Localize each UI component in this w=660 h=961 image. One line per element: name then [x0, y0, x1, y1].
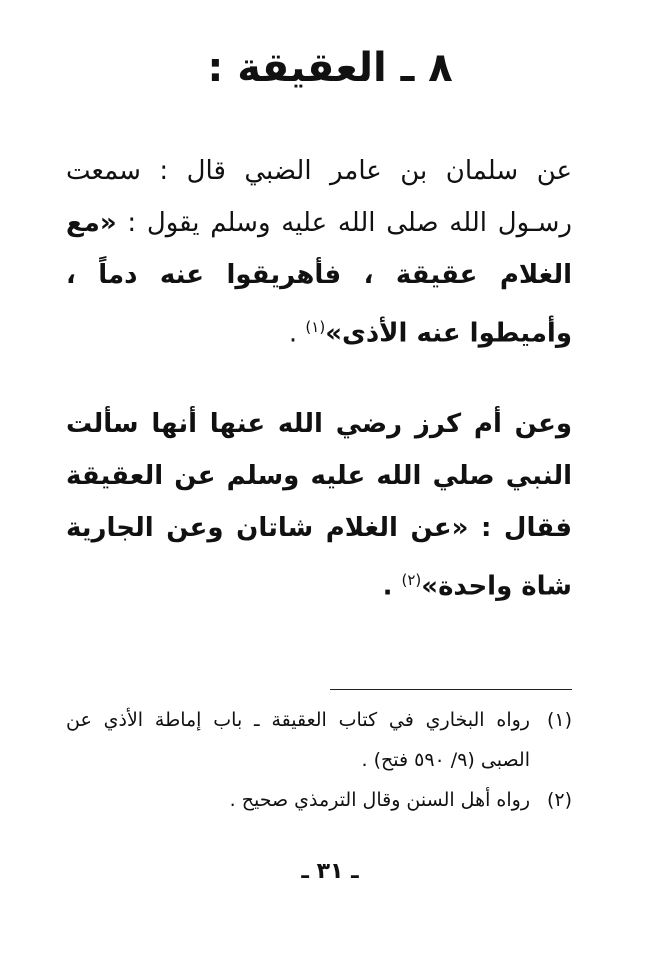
hadith-2-end: .: [382, 571, 402, 602]
hadith-2-text: وعن أم كرز رضي الله عنها أنها سألت النبي صلي الله عليه وسلم عن العقيقة فقال : «عن الغلام شاتان وعن الجارية شاة واحدة»: [66, 409, 572, 602]
chapter-title: ٨ ـ العقيقة :: [207, 45, 453, 91]
footnote-1-text: رواه البخاري في كتاب العقيقة ـ باب إماطة الأذي عن الصبى (٩/ ٥٩٠ فتح) .: [66, 709, 530, 771]
hadith-paragraph-2: [66, 398, 572, 613]
hadith-paragraph-1: [66, 145, 572, 360]
footnote-1-number: (١): [546, 709, 572, 731]
hadith-1-end: .: [288, 318, 306, 349]
footnote-2-text: رواه أهل السنن وقال الترمذي صحيح .: [229, 789, 530, 811]
hadith-1-quote: «مع الغلام عقيقة ، فأهريقوا عنه دماً ، وأميطوا عنه الأذى»: [66, 208, 572, 349]
footnote-2: [66, 780, 572, 820]
footnote-2-number: (٢): [546, 789, 572, 811]
footnotes: [66, 700, 572, 820]
footnote-divider: [330, 689, 572, 690]
footnote-1: [66, 700, 572, 780]
page-number: ـ ٣١ ـ: [301, 859, 359, 884]
footnote-ref-2: (٢): [401, 571, 422, 589]
hadith-1-intro: عن سلمان بن عامر الضبي قال : سمعت رسـول الله صلى الله عليه وسلم يقول :: [66, 156, 572, 238]
footnote-ref-1: (١): [305, 318, 326, 336]
